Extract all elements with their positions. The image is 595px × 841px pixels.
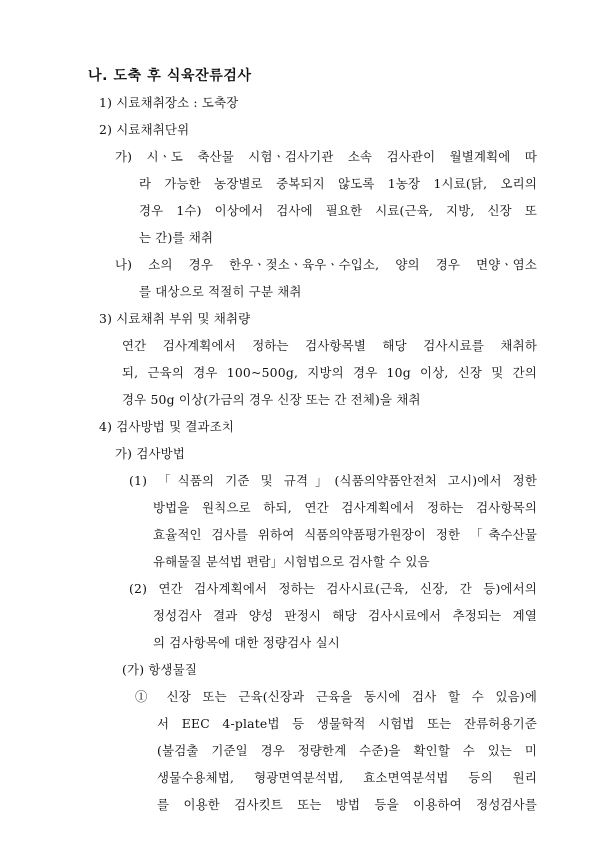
para-3-line-3: 경우 50g 이상(가금의 경우 신장 또는 간 전체)을 채취 <box>122 392 421 407</box>
item-1-sampling-place: 1) 시료채취장소 : 도축장 <box>99 95 239 110</box>
para-ga-line-3: 경우 1수) 이상에서 검사에 필요한 시료(근육, 지방, 신장 또 <box>139 203 537 218</box>
para-2-line-3: 의 검사항목에 대한 정량검사 실시 <box>153 635 340 650</box>
item-2-sampling-unit: 2) 시료채취단위 <box>99 122 190 137</box>
para-circle1-line-4: 생물수용체법, 형광면역분석법, 효소면역분석법 등의 원리 <box>157 770 537 785</box>
para-na-line-2: 를 대상으로 적절히 구분 채취 <box>139 284 302 299</box>
sub-ga-test-method: 가) 검사방법 <box>115 446 186 461</box>
sub-antibiotics-heading: (가) 항생물질 <box>122 662 198 677</box>
para-3-line-1: 연간 검사계획에서 정하는 검사항목별 해당 검사시료를 채취하 <box>122 338 537 353</box>
para-2-line-2: 정성검사 결과 양성 판정시 해당 검사시료에서 추정되는 계열 <box>153 608 537 623</box>
para-1-line-4: 유해물질 분석법 편람」시험법으로 검사할 수 있음 <box>153 554 430 569</box>
para-1-line-1: (1) 「식품의 기준 및 규격」(식품의약품안전처 고시)에서 정한 <box>129 473 537 488</box>
para-circle1-line-5: 를 이용한 검사킷트 또는 방법 등을 이용하여 정성검사를 <box>157 797 537 812</box>
item-4-test-method: 4) 검사방법 및 결과조치 <box>99 419 235 434</box>
para-3-line-2: 되, 근육의 경우 100~500g, 지방의 경우 10g 이상, 신장 및 간의 <box>122 365 537 380</box>
para-1-line-3: 효율적인 검사를 위하여 식품의약품평가원장이 정한 「축수산물 <box>153 527 537 542</box>
item-3-sampling-site: 3) 시료채취 부위 및 채취량 <box>99 311 251 326</box>
para-1-line-2: 방법을 원칙으로 하되, 연간 검사계획에서 정하는 검사항목의 <box>153 500 537 515</box>
section-heading: 나. 도축 후 식육잔류검사 <box>88 68 252 84</box>
para-circle1-line-1: ① 신장 또는 근육(신장과 근육을 동시에 검사 할 수 있음)에 <box>135 689 537 704</box>
para-ga-line-4: 는 간)를 채취 <box>139 230 214 245</box>
para-na-line-1: 나) 소의 경우 한우ㆍ젖소ㆍ육우ㆍ수입소, 양의 경우 면양ㆍ염소 <box>115 257 537 272</box>
para-ga-line-1: 가) 시ㆍ도 축산물 시험ㆍ검사기관 소속 검사관이 월별계획에 따 <box>115 149 537 164</box>
para-2-line-1: (2) 연간 검사계획에서 정하는 검사시료(근육, 신장, 간 등)에서의 <box>129 581 537 596</box>
para-ga-line-2: 라 가능한 농장별로 중복되지 않도록 1농장 1시료(닭, 오리의 <box>139 176 537 191</box>
para-circle1-line-3: (불검출 기준일 경우 정량한계 수준)을 확인할 수 있는 미 <box>157 743 537 758</box>
para-circle1-line-2: 서 EEC 4-plate법 등 생물학적 시험법 또는 잔류허용기준 <box>157 716 537 731</box>
